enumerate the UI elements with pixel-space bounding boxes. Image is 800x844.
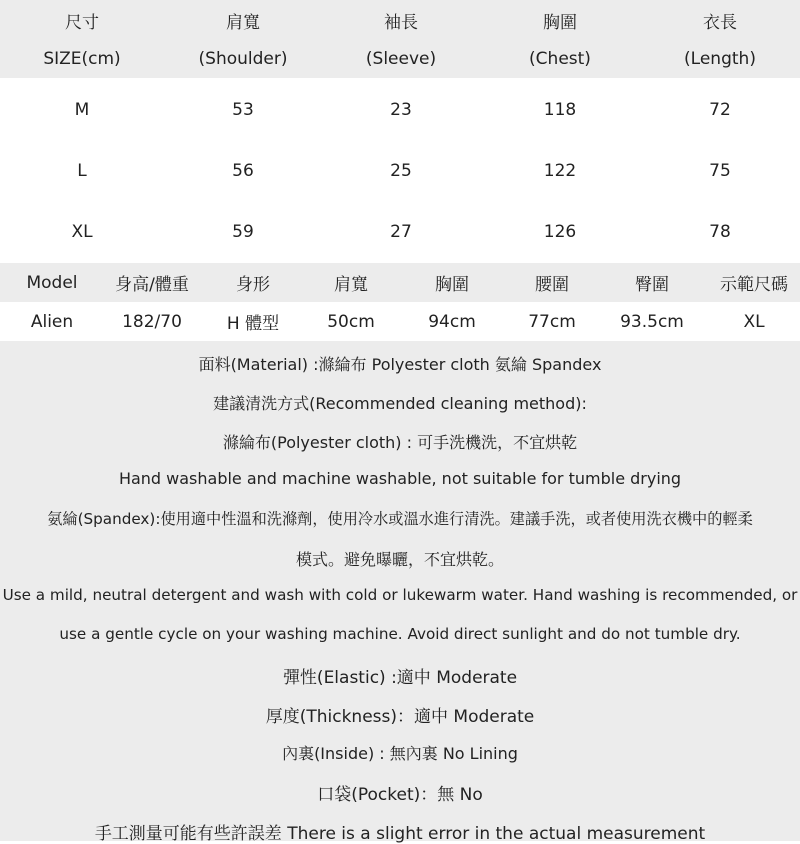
size-header-cn-row (0, 0, 800, 40)
model-header-cell: 身高/體重 (115, 275, 189, 295)
pocket-line: 口袋(Pocket)：無 No (317, 785, 483, 805)
thickness-line: 厚度(Thickness)：適中 Moderate (265, 707, 535, 727)
chest-cell: 126 (543, 222, 577, 242)
polyester-cn-line: 滌綸布(Polyester cloth) : 可手洗機洗，不宜烘乾 (222, 433, 578, 452)
model-value-cell: 50cm (327, 311, 375, 332)
model-header-row (0, 263, 800, 302)
spandex-cn-line-1: 氨綸(Spandex):使用適中性溫和洗滌劑，使用冷水或溫水進行清洗。建議手洗，或者使用洗衣機中的輕柔 (47, 510, 753, 528)
size-header-en-length: (Length) (684, 49, 756, 69)
shoulder-cell: 53 (232, 100, 254, 120)
length-cell: 75 (709, 161, 731, 181)
elastic-line: 彈性(Elastic) :適中 Moderate (282, 668, 518, 688)
size-cell: L (77, 161, 87, 181)
shoulder-cell: 56 (232, 161, 254, 181)
model-value-cell: H 體型 (226, 314, 280, 334)
size-header-en-chest: (Chest) (529, 49, 591, 69)
polyester-en-line: Hand washable and machine washable, not suitable for tumble drying (118, 469, 682, 488)
measurement-note: 手工測量可能有些許誤差 There is a slight error in the actual measurement (94, 824, 706, 844)
model-value-cell: 182/70 (122, 311, 182, 332)
size-header-en-shoulder: (Shoulder) (198, 49, 288, 69)
size-header-en-row (0, 40, 800, 78)
size-row-xl (0, 202, 800, 262)
chest-cell: 122 (543, 161, 577, 181)
model-value-cell: XL (743, 311, 765, 332)
spandex-en-line-2: use a gentle cycle on your washing machine. Avoid direct sunlight and do not tumble dry. (59, 625, 741, 643)
length-cell: 72 (709, 100, 731, 120)
model-header-cell: Model (26, 272, 78, 293)
material-line: 面料(Material) :滌綸布 Polyester cloth 氨綸 Spandex (198, 355, 602, 374)
size-cell: M (74, 100, 90, 120)
product-notes (0, 341, 800, 844)
size-row-m (0, 80, 800, 140)
model-header-cell: 示範尺碼 (720, 275, 788, 295)
model-header-cell: 腰圍 (535, 275, 569, 295)
size-cell: XL (71, 222, 93, 242)
shoulder-cell: 59 (232, 222, 254, 242)
model-header-cell: 身形 (236, 275, 270, 295)
model-header-cell: 臀圍 (635, 275, 669, 295)
size-header-en-sleeve: (Sleeve) (365, 49, 437, 69)
model-header-cell: 胸圍 (435, 275, 469, 295)
size-header-cn-chest: 胸圍 (543, 12, 577, 33)
size-row-l (0, 141, 800, 201)
model-value-cell: 94cm (428, 311, 476, 332)
size-header-cn-length: 衣長 (703, 12, 737, 33)
chest-cell: 118 (543, 100, 577, 120)
model-value-cell: 93.5cm (620, 311, 684, 332)
size-header-cn-shoulder: 肩寬 (226, 12, 260, 33)
length-cell: 78 (709, 222, 731, 242)
model-value-cell: 77cm (528, 311, 576, 332)
cleaning-title: 建議清洗方式(Recommended cleaning method): (213, 394, 587, 413)
spandex-en-line-1: Use a mild, neutral detergent and wash with cold or lukewarm water. Hand washing is recommended, or (2, 586, 798, 604)
model-value-cell: Alien (30, 311, 74, 332)
size-header-cn-size: 尺寸 (65, 12, 99, 33)
model-values-row (0, 302, 800, 341)
sleeve-cell: 27 (390, 222, 412, 242)
spandex-cn-line-2: 模式。避免曝曬，不宜烘乾。 (295, 550, 504, 569)
inside-line: 內裏(Inside) : 無內裏 No Lining (282, 744, 518, 763)
size-header-en-size: SIZE(cm) (43, 49, 121, 69)
sleeve-cell: 23 (390, 100, 412, 120)
model-header-cell: 肩寬 (334, 275, 368, 295)
sleeve-cell: 25 (390, 161, 412, 181)
size-header-cn-sleeve: 袖長 (384, 12, 418, 33)
